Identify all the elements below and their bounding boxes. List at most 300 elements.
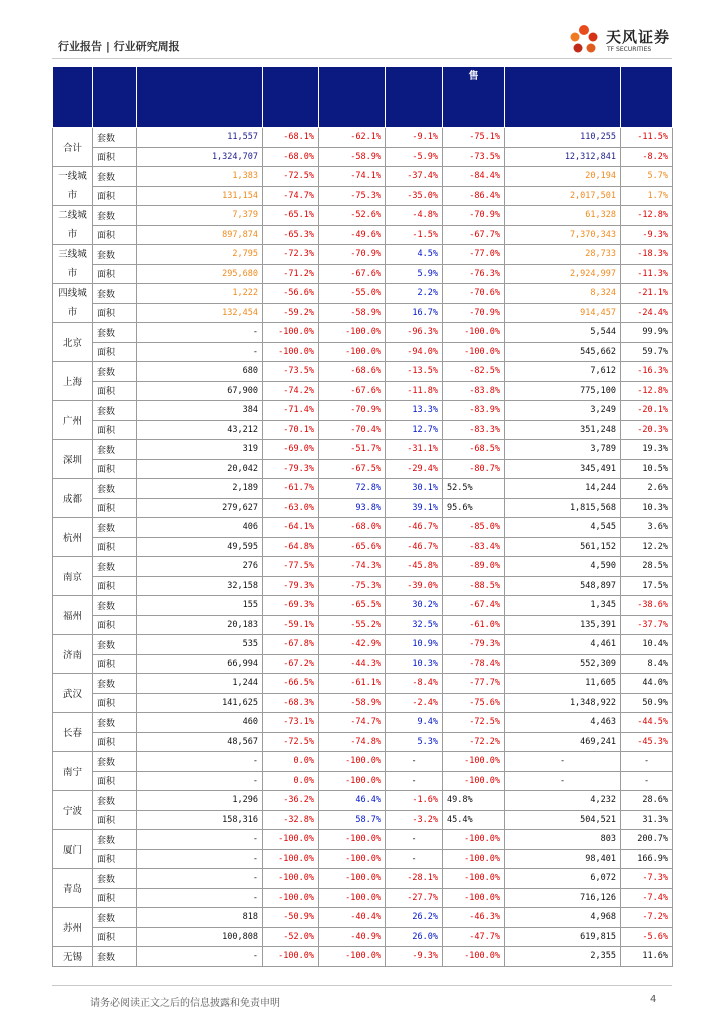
value-cell: 1,296 <box>137 791 263 811</box>
value-cell: - <box>137 830 263 850</box>
value-cell: 10.3% <box>386 654 443 674</box>
value-cell: 3.6% <box>621 518 673 538</box>
city-cell: 杭州 <box>53 518 93 557</box>
value-cell: -64.1% <box>263 518 319 538</box>
metric-cell: 套数 <box>93 752 137 772</box>
value-cell: 5.3% <box>386 732 443 752</box>
value-cell: -20.1% <box>621 401 673 421</box>
value-cell: 49.8% <box>443 791 505 811</box>
table-row <box>53 849 673 869</box>
value-cell: -58.9% <box>319 147 386 167</box>
value-cell: 166.9% <box>621 849 673 869</box>
city-cell: 福州 <box>53 596 93 635</box>
value-cell: 8.4% <box>621 654 673 674</box>
value-cell: 295,680 <box>137 264 263 284</box>
table-header-row <box>53 67 673 128</box>
value-cell: -83.9% <box>443 401 505 421</box>
value-cell: -73.1% <box>263 713 319 733</box>
value-cell: -83.3% <box>443 420 505 440</box>
city-cell: 广州 <box>53 401 93 440</box>
value-cell: -12.8% <box>621 381 673 401</box>
value-cell: -42.9% <box>319 635 386 655</box>
value-cell: -85.0% <box>443 518 505 538</box>
city-cell: 合计 <box>53 128 93 167</box>
value-cell: - <box>621 752 673 772</box>
metric-cell: 面积 <box>93 498 137 518</box>
value-cell: -11.3% <box>621 264 673 284</box>
table-row <box>53 927 673 947</box>
value-cell: - <box>137 849 263 869</box>
value-cell: 49,595 <box>137 537 263 557</box>
value-cell: -100.0% <box>443 947 505 967</box>
table-row <box>53 401 673 421</box>
value-cell: -96.3% <box>386 323 443 343</box>
value-cell: 11.6% <box>621 947 673 967</box>
value-cell: -8.2% <box>621 147 673 167</box>
value-cell: -3.2% <box>386 810 443 830</box>
table-row <box>53 830 673 850</box>
value-cell: -100.0% <box>443 323 505 343</box>
value-cell: 2,795 <box>137 245 263 265</box>
value-cell: 30.1% <box>386 479 443 499</box>
table-row <box>53 362 673 382</box>
value-cell: 1,244 <box>137 674 263 694</box>
value-cell: 561,152 <box>505 537 621 557</box>
metric-cell: 面积 <box>93 420 137 440</box>
value-cell: 1,383 <box>137 167 263 187</box>
value-cell: -82.5% <box>443 362 505 382</box>
value-cell: 1,348,922 <box>505 693 621 713</box>
value-cell: -70.9% <box>319 401 386 421</box>
value-cell: -100.0% <box>263 830 319 850</box>
value-cell: 67,900 <box>137 381 263 401</box>
value-cell: -100.0% <box>319 323 386 343</box>
value-cell: 26.2% <box>386 908 443 928</box>
value-cell: -100.0% <box>319 830 386 850</box>
table-row <box>53 167 673 187</box>
value-cell: -70.1% <box>263 420 319 440</box>
value-cell: -7.2% <box>621 908 673 928</box>
value-cell: -29.4% <box>386 459 443 479</box>
value-cell: 2.2% <box>386 284 443 304</box>
metric-cell: 套数 <box>93 128 137 148</box>
value-cell: 276 <box>137 557 263 577</box>
metric-cell: 面积 <box>93 264 137 284</box>
table-row <box>53 323 673 343</box>
value-cell: -100.0% <box>443 830 505 850</box>
header-cell <box>93 67 137 128</box>
metric-cell: 套数 <box>93 284 137 304</box>
value-cell: -88.5% <box>443 576 505 596</box>
metric-cell: 套数 <box>93 557 137 577</box>
metric-cell: 套数 <box>93 635 137 655</box>
value-cell: -70.9% <box>443 303 505 323</box>
value-cell: 45.4% <box>443 810 505 830</box>
table-row <box>53 284 673 304</box>
value-cell: - <box>386 752 443 772</box>
metric-cell: 套数 <box>93 440 137 460</box>
value-cell: -66.5% <box>263 674 319 694</box>
value-cell: -45.8% <box>386 557 443 577</box>
value-cell: 50.9% <box>621 693 673 713</box>
metric-cell: 面积 <box>93 459 137 479</box>
table-row <box>53 557 673 577</box>
value-cell: -7.4% <box>621 888 673 908</box>
value-cell: -65.5% <box>319 596 386 616</box>
metric-cell: 面积 <box>93 693 137 713</box>
value-cell: 32.5% <box>386 615 443 635</box>
table-row <box>53 693 673 713</box>
table-row <box>53 342 673 362</box>
value-cell: -68.6% <box>319 362 386 382</box>
city-cell: 三线城市 <box>53 245 93 284</box>
city-cell: 长春 <box>53 713 93 752</box>
report-header-title: 行业报告 | 行业研究周报 <box>58 40 180 53</box>
value-cell: -76.3% <box>443 264 505 284</box>
value-cell: -79.3% <box>263 459 319 479</box>
flower-logo-icon <box>566 22 602 58</box>
value-cell: 2,924,997 <box>505 264 621 284</box>
value-cell: -39.0% <box>386 576 443 596</box>
value-cell: 28.5% <box>621 557 673 577</box>
value-cell: -50.9% <box>263 908 319 928</box>
value-cell: 11,557 <box>137 128 263 148</box>
value-cell: 1.7% <box>621 186 673 206</box>
value-cell: -70.4% <box>319 420 386 440</box>
value-cell: 39.1% <box>386 498 443 518</box>
value-cell: 1,222 <box>137 284 263 304</box>
value-cell: -9.3% <box>621 225 673 245</box>
value-cell: 351,248 <box>505 420 621 440</box>
value-cell: -59.2% <box>263 303 319 323</box>
metric-cell: 套数 <box>93 518 137 538</box>
value-cell: 28.6% <box>621 791 673 811</box>
value-cell: 4,232 <box>505 791 621 811</box>
value-cell: -94.0% <box>386 342 443 362</box>
value-cell: 0.0% <box>263 771 319 791</box>
header-cell <box>319 67 386 128</box>
metric-cell: 套数 <box>93 908 137 928</box>
value-cell: 135,391 <box>505 615 621 635</box>
value-cell: -52.0% <box>263 927 319 947</box>
metric-cell: 套数 <box>93 323 137 343</box>
value-cell: 31.3% <box>621 810 673 830</box>
city-cell: 无锡 <box>53 947 93 967</box>
value-cell: -68.0% <box>263 147 319 167</box>
header-cell <box>386 67 443 128</box>
value-cell: 158,316 <box>137 810 263 830</box>
value-cell: -79.3% <box>263 576 319 596</box>
value-cell: -4.8% <box>386 206 443 226</box>
value-cell: -89.0% <box>443 557 505 577</box>
value-cell: -100.0% <box>263 947 319 967</box>
value-cell: 200.7% <box>621 830 673 850</box>
table-row <box>53 810 673 830</box>
city-cell: 四线城市 <box>53 284 93 323</box>
value-cell: -67.6% <box>319 264 386 284</box>
value-cell: 4,545 <box>505 518 621 538</box>
value-cell: 61,328 <box>505 206 621 226</box>
value-cell: 12.7% <box>386 420 443 440</box>
value-cell: -100.0% <box>443 771 505 791</box>
value-cell: -100.0% <box>263 342 319 362</box>
metric-cell: 面积 <box>93 615 137 635</box>
value-cell: -77.5% <box>263 557 319 577</box>
value-cell: 13.3% <box>386 401 443 421</box>
value-cell: 28,733 <box>505 245 621 265</box>
value-cell: -40.9% <box>319 927 386 947</box>
value-cell: 98,401 <box>505 849 621 869</box>
value-cell: 460 <box>137 713 263 733</box>
value-cell: - <box>137 869 263 889</box>
value-cell: -27.7% <box>386 888 443 908</box>
value-cell: 4,463 <box>505 713 621 733</box>
value-cell: -68.0% <box>319 518 386 538</box>
value-cell: -72.2% <box>443 732 505 752</box>
city-cell: 南宁 <box>53 752 93 791</box>
value-cell: 5,544 <box>505 323 621 343</box>
table-row <box>53 381 673 401</box>
value-cell: -100.0% <box>443 888 505 908</box>
metric-cell: 面积 <box>93 537 137 557</box>
header-cell <box>621 67 673 128</box>
metric-cell: 面积 <box>93 576 137 596</box>
value-cell: -68.3% <box>263 693 319 713</box>
value-cell: -78.4% <box>443 654 505 674</box>
value-cell: 4.5% <box>386 245 443 265</box>
value-cell: - <box>137 888 263 908</box>
value-cell: 10.5% <box>621 459 673 479</box>
value-cell: -44.3% <box>319 654 386 674</box>
value-cell: 6,072 <box>505 869 621 889</box>
value-cell: -68.1% <box>263 128 319 148</box>
table-row <box>53 732 673 752</box>
city-cell: 北京 <box>53 323 93 362</box>
value-cell: 10.9% <box>386 635 443 655</box>
value-cell: -100.0% <box>319 342 386 362</box>
table-row <box>53 869 673 889</box>
value-cell: -69.0% <box>263 440 319 460</box>
value-cell: 1,815,568 <box>505 498 621 518</box>
value-cell: -37.4% <box>386 167 443 187</box>
value-cell: -100.0% <box>319 752 386 772</box>
value-cell: - <box>505 771 621 791</box>
housing-transaction-table <box>52 67 673 967</box>
value-cell: -1.6% <box>386 791 443 811</box>
table-row <box>53 479 673 499</box>
value-cell: -56.6% <box>263 284 319 304</box>
value-cell: 775,100 <box>505 381 621 401</box>
value-cell: 803 <box>505 830 621 850</box>
value-cell: -46.7% <box>386 518 443 538</box>
table-row <box>53 674 673 694</box>
value-cell: 9.4% <box>386 713 443 733</box>
value-cell: -18.3% <box>621 245 673 265</box>
value-cell: 716,126 <box>505 888 621 908</box>
value-cell: 2,189 <box>137 479 263 499</box>
value-cell: 93.8% <box>319 498 386 518</box>
value-cell: 2,355 <box>505 947 621 967</box>
value-cell: -55.2% <box>319 615 386 635</box>
table-row <box>53 128 673 148</box>
value-cell: -24.4% <box>621 303 673 323</box>
metric-cell: 套数 <box>93 479 137 499</box>
header-cell: 售 <box>443 67 505 128</box>
metric-cell: 套数 <box>93 674 137 694</box>
value-cell: 3,789 <box>505 440 621 460</box>
table-row <box>53 186 673 206</box>
value-cell: -62.1% <box>319 128 386 148</box>
value-cell: 818 <box>137 908 263 928</box>
value-cell: -2.4% <box>386 693 443 713</box>
city-cell: 苏州 <box>53 908 93 947</box>
table-row <box>53 518 673 538</box>
value-cell: 0.0% <box>263 752 319 772</box>
value-cell: -9.3% <box>386 947 443 967</box>
value-cell: 914,457 <box>505 303 621 323</box>
value-cell: -64.8% <box>263 537 319 557</box>
value-cell: 43,212 <box>137 420 263 440</box>
logo-english-name: TF SECURITIES <box>607 46 652 53</box>
value-cell: -47.7% <box>443 927 505 947</box>
value-cell: -13.5% <box>386 362 443 382</box>
value-cell: -71.2% <box>263 264 319 284</box>
value-cell: -86.4% <box>443 186 505 206</box>
value-cell: 7,370,343 <box>505 225 621 245</box>
value-cell: -74.7% <box>319 713 386 733</box>
table-row <box>53 908 673 928</box>
value-cell: -1.5% <box>386 225 443 245</box>
value-cell: 66,994 <box>137 654 263 674</box>
value-cell: 5.9% <box>386 264 443 284</box>
value-cell: -40.4% <box>319 908 386 928</box>
value-cell: 10.4% <box>621 635 673 655</box>
value-cell: 319 <box>137 440 263 460</box>
value-cell: -75.6% <box>443 693 505 713</box>
metric-cell: 面积 <box>93 147 137 167</box>
value-cell: -75.1% <box>443 128 505 148</box>
table-row <box>53 791 673 811</box>
value-cell: -70.9% <box>443 206 505 226</box>
city-cell: 成都 <box>53 479 93 518</box>
value-cell: -20.3% <box>621 420 673 440</box>
value-cell: 680 <box>137 362 263 382</box>
table-row <box>53 888 673 908</box>
value-cell: 7,379 <box>137 206 263 226</box>
value-cell: - <box>386 771 443 791</box>
value-cell: 345,491 <box>505 459 621 479</box>
value-cell: -67.2% <box>263 654 319 674</box>
value-cell: -75.3% <box>319 576 386 596</box>
value-cell: 100,808 <box>137 927 263 947</box>
header-cell <box>505 67 621 128</box>
value-cell: -100.0% <box>443 752 505 772</box>
metric-cell: 套数 <box>93 947 137 967</box>
value-cell: -46.7% <box>386 537 443 557</box>
value-cell: -11.5% <box>621 128 673 148</box>
value-cell: 32,158 <box>137 576 263 596</box>
table-row <box>53 459 673 479</box>
value-cell: -100.0% <box>319 771 386 791</box>
value-cell: -65.1% <box>263 206 319 226</box>
value-cell: 10.3% <box>621 498 673 518</box>
value-cell: -100.0% <box>319 849 386 869</box>
value-cell: - <box>386 849 443 869</box>
value-cell: - <box>137 323 263 343</box>
value-cell: - <box>137 771 263 791</box>
table-row <box>53 596 673 616</box>
value-cell: -83.4% <box>443 537 505 557</box>
value-cell: -84.4% <box>443 167 505 187</box>
table-row <box>53 498 673 518</box>
value-cell: -80.7% <box>443 459 505 479</box>
metric-cell: 套数 <box>93 245 137 265</box>
metric-cell: 套数 <box>93 206 137 226</box>
metric-cell: 套数 <box>93 596 137 616</box>
value-cell: -11.8% <box>386 381 443 401</box>
value-cell: -37.7% <box>621 615 673 635</box>
table-row <box>53 264 673 284</box>
value-cell: -35.0% <box>386 186 443 206</box>
value-cell: 552,309 <box>505 654 621 674</box>
value-cell: 99.9% <box>621 323 673 343</box>
city-cell: 深圳 <box>53 440 93 479</box>
value-cell: -58.9% <box>319 693 386 713</box>
metric-cell: 套数 <box>93 869 137 889</box>
metric-cell: 套数 <box>93 791 137 811</box>
metric-cell: 面积 <box>93 303 137 323</box>
value-cell: 110,255 <box>505 128 621 148</box>
value-cell: 548,897 <box>505 576 621 596</box>
value-cell: -100.0% <box>263 323 319 343</box>
city-cell: 宁波 <box>53 791 93 830</box>
table-row <box>53 225 673 245</box>
value-cell: -45.3% <box>621 732 673 752</box>
value-cell: -70.9% <box>319 245 386 265</box>
table-row <box>53 635 673 655</box>
value-cell: 46.4% <box>319 791 386 811</box>
table-row <box>53 537 673 557</box>
value-cell: 19.3% <box>621 440 673 460</box>
metric-cell: 面积 <box>93 186 137 206</box>
page-number: 4 <box>650 994 657 1005</box>
city-cell: 武汉 <box>53 674 93 713</box>
value-cell: -5.6% <box>621 927 673 947</box>
value-cell: -63.0% <box>263 498 319 518</box>
value-cell: -70.6% <box>443 284 505 304</box>
value-cell: -100.0% <box>319 869 386 889</box>
value-cell: 30.2% <box>386 596 443 616</box>
footer-disclaimer: 请务必阅读正文之后的信息披露和免责申明 <box>90 998 280 1009</box>
value-cell: -44.5% <box>621 713 673 733</box>
value-cell: 279,627 <box>137 498 263 518</box>
table-row <box>53 771 673 791</box>
table-row <box>53 147 673 167</box>
city-cell: 二线城市 <box>53 206 93 245</box>
value-cell: -67.4% <box>443 596 505 616</box>
value-cell: -9.1% <box>386 128 443 148</box>
value-cell: 4,461 <box>505 635 621 655</box>
value-cell: -59.1% <box>263 615 319 635</box>
value-cell: -55.0% <box>319 284 386 304</box>
value-cell: 59.7% <box>621 342 673 362</box>
value-cell: -49.6% <box>319 225 386 245</box>
value-cell: - <box>137 752 263 772</box>
header-cell <box>137 67 263 128</box>
value-cell: 141,625 <box>137 693 263 713</box>
metric-cell: 套数 <box>93 713 137 733</box>
footer-divider <box>52 985 672 986</box>
